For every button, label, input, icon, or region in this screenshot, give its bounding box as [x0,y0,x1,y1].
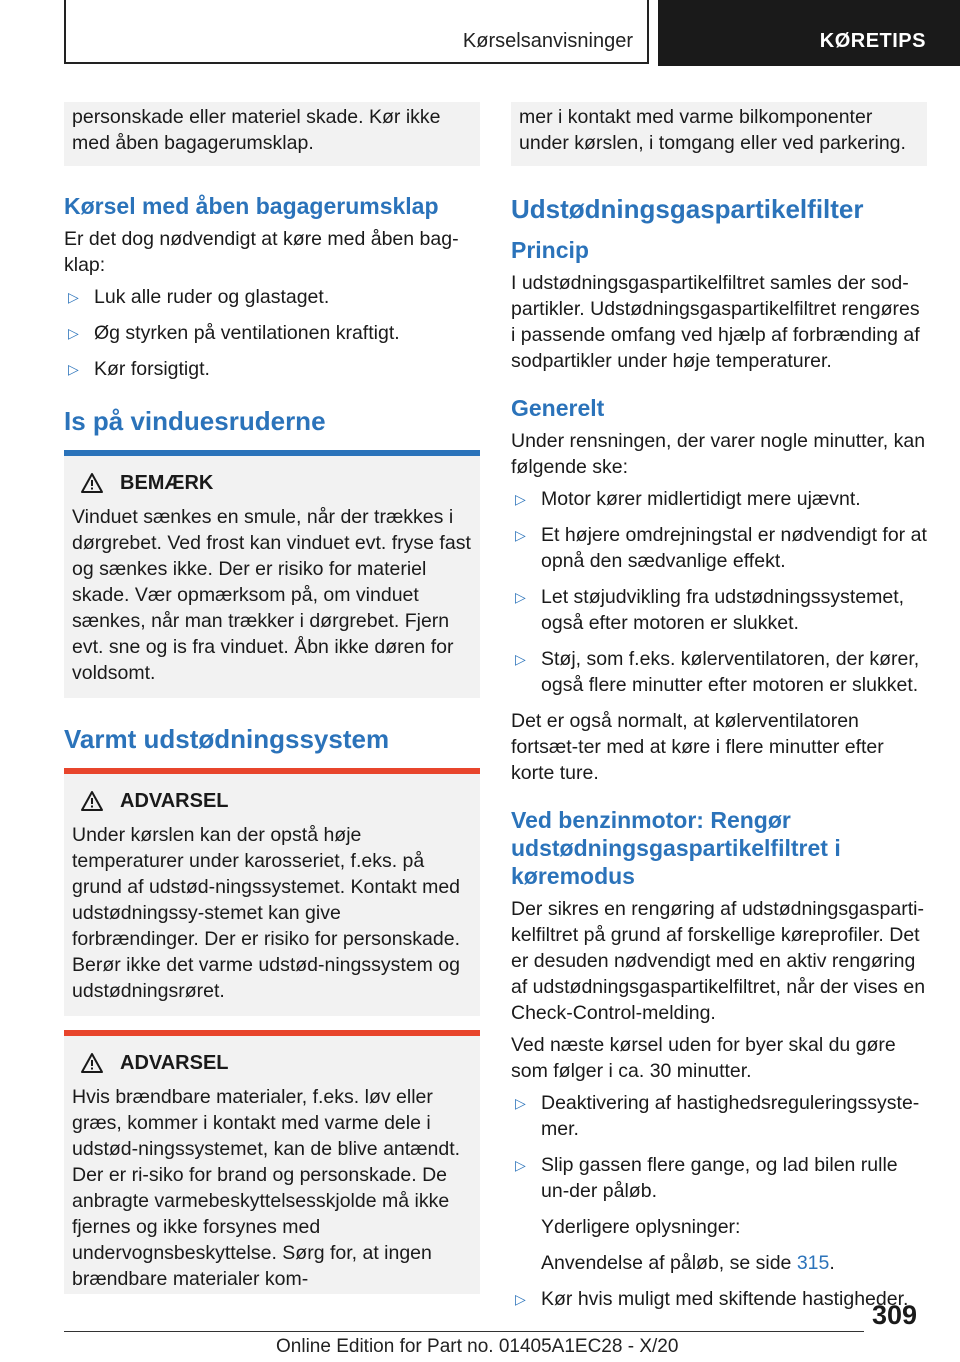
petrol-paragraph-2: Ved næste kørsel uden for byer skal du gøre som følger i ca. 30 minutter. [511,1034,896,1082]
triangle-right-icon: ▷ [515,1291,526,1307]
list-item: ▷ Kør hvis muligt med skiftende hastigheder. [515,1288,909,1310]
section-title-ice-windows: Is på vinduesruderne [64,406,326,436]
continued-warning-box [511,102,927,166]
triangle-right-icon: ▷ [68,361,79,377]
warning-text: Under kørslen kan der opstå høje temperaturer under karosseriet, f.eks. på grund af udstød-ningssystemet. Kontakt med udstødningssy-stemet kan give forbrændinger. Der er risiko for personskade. Berør ikke det varme udstød-ningssystem og udstødningsrøret. [72,824,461,1002]
page-reference-link[interactable]: 315 [796,1252,830,1274]
warning-label: ADVARSEL [120,790,229,812]
bullet-list [64,284,480,382]
general-intro: Under rensningen, der varer nogle minutter, kan følgende ske: [511,430,926,478]
warning-label: ADVARSEL [120,1052,229,1074]
right-column [511,102,927,1322]
subsection-title-general: Generelt [511,395,605,421]
warning-triangle-icon [80,472,104,494]
principle-text: I udstødningsgaspartikelfiltret samles der sod-partikler. Udstødningsgaspartikelfiltret rengøres i passende omfang ved hjælp af forbrænding af sodpartikler under høje temperaturer. [511,272,920,372]
left-column [64,102,480,1294]
triangle-right-icon: ▷ [515,491,526,507]
triangle-right-icon: ▷ [68,325,79,341]
subsection-title-principle: Princip [511,237,589,263]
footer-divider [64,1331,864,1332]
list-item: ▷ Slip gassen flere gange, og lad bilen rulle un-der påløb. [515,1154,898,1202]
bullet-list [511,1286,927,1312]
triangle-right-icon: ▷ [515,589,526,605]
list-item: ▷ Motor kører midlertidigt mere ujævnt. [515,488,861,510]
list-item: ▷ Kør forsigtigt. [68,358,210,380]
header-section-tab [64,0,649,64]
notice-label: BEMÆRK [120,472,214,494]
section-title-particle-filter: Udstødningsgaspartikelfilter [511,194,864,224]
continued-warning-text: mer i kontakt med varme bilkomponenter under kørslen, i tomgang eller ved parkering. [519,106,906,154]
footer-edition: Online Edition for Part no. 01405A1EC28 - X/20 [276,1336,679,1357]
cross-reference: Anvendelse af påløb, se side 315. [541,1252,835,1274]
header-chapter-tab [658,0,960,66]
notice-text: Vinduet sænkes en smule, når der trækkes i dørgrebet. Ved frost kan vinduet evt. fryse fast og sænkes ikke. Der er risiko for materiel skade. Vær opmærksom på, om vinduet sænkes, når man trækker i dørgrebet. Fjern evt. sne og is fra vinduet. Åbn ikke døren for voldsomt. [72,506,471,684]
more-info-label: Yderligere oplysninger: [541,1216,741,1238]
notice-box [64,450,480,698]
subsection-title-petrol: Ved benzinmotor: Rengør udstødningsgaspartikelfiltret i køremodus [511,807,841,889]
warning-box-2 [64,1030,480,1294]
warning-triangle-icon [80,1052,104,1074]
triangle-right-icon: ▷ [515,1095,526,1111]
triangle-right-icon: ▷ [515,651,526,667]
header-section-title: Kørselsanvisninger [462,30,633,52]
list-item: ▷ Luk alle ruder og glastaget. [68,286,330,308]
warning-box-1 [64,768,480,1016]
triangle-right-icon: ▷ [515,527,526,543]
triangle-right-icon: ▷ [515,1157,526,1173]
general-outro: Det er også normalt, at kølerventilatoren fortsæt-ter med at køre i flere minutter efter korte ture. [511,710,884,784]
list-item: ▷ Øg styrken på ventilationen kraftigt. [68,322,400,344]
list-item: ▷ Deaktivering af hastighedsreguleringssyste-mer. [515,1092,920,1140]
warning-triangle-icon [80,790,104,812]
continued-warning-box [64,102,480,166]
triangle-right-icon: ▷ [68,289,79,305]
continued-warning-text: personskade eller materiel skade. Kør ikke med åben bagagerumsklap. [72,106,441,154]
warning-text: Hvis brændbare materialer, f.eks. løv eller græs, kommer i kontakt med varme dele i udstød-ningssystemet, kan de blive antændt. Der er ri-siko for brand og personskade. De anbragte varmebeskyttelsesskjolde må ikke fjernes og ikke forsynes med undervognsbeskyttelse. Sørg for, at ingen brændbare materialer kom- [72,1086,461,1290]
list-item: ▷ Let støjudvikling fra udstødningssystemet, også efter motoren er slukket. [515,586,905,634]
bullet-list [511,1090,927,1204]
section-title-open-tailgate: Kørsel med åben bagagerumsklap [64,193,439,219]
petrol-paragraph-1: Der sikres en rengøring af udstødningsgasparti-kelfiltret på grund af forskellige køreprofiler. Det er desuden nødvendigt med en aktiv rengøring af udstødningsgaspartikelfiltret, når der vises en Check-Control-melding. [511,898,926,1024]
bullet-list [511,486,927,698]
header-chapter-title: KØRETIPS [819,30,926,52]
page-number: 309 [872,1300,918,1330]
section-title-hot-exhaust: Varmt udstødningssystem [64,724,390,754]
list-item: ▷ Et højere omdrejningstal er nødvendigt for at opnå den sædvanlige effekt. [515,524,927,572]
list-item: ▷ Støj, som f.eks. kølerventilatoren, der kører, også flere minutter efter motoren er slukket. [515,648,920,696]
section-intro: Er det dog nødvendigt at køre med åben bag-klap: [64,228,459,276]
